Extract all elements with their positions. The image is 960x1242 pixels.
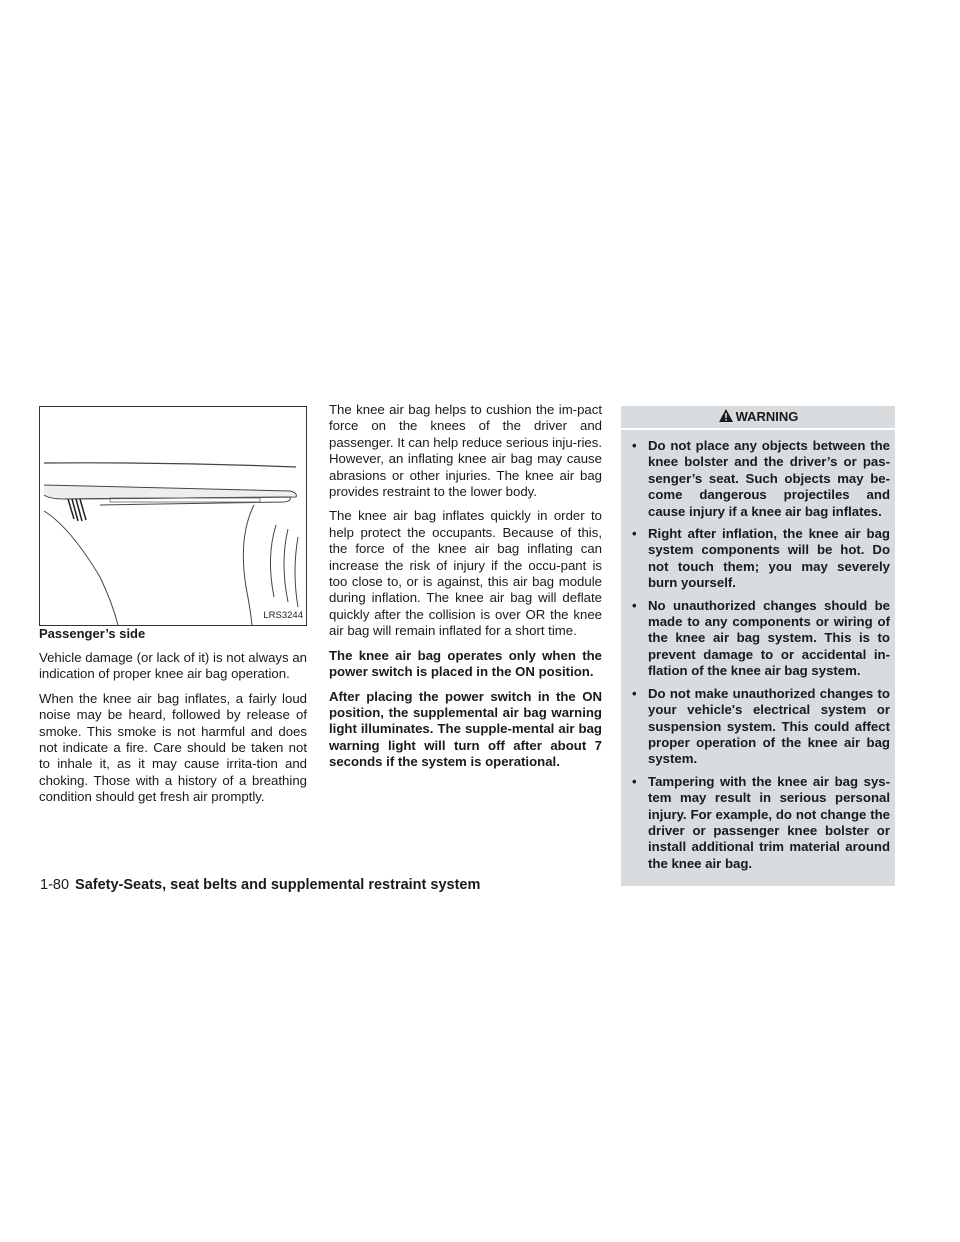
dashboard-illustration — [40, 407, 306, 625]
paragraph: The knee air bag inflates quickly in order to help protect the occupants. Because of this, the force of the knee air bag inflating can increase the risk of injury if the occu-pant is too close to, or is against, this air bag module during inflation. The knee air bag will deflate quickly after the collision is over OR the knee air bag will remain inflated for a short time. — [329, 508, 602, 639]
figure-caption: Passenger’s side — [39, 626, 146, 641]
figure-id: LRS3244 — [263, 609, 303, 621]
page-footer — [40, 877, 480, 893]
knee-airbag-figure — [39, 406, 307, 626]
warning-item: • Do not place any objects between the knee bolster and the driver’s or pas-senger’s seat. Such objects may be-come dangerous projectiles and cause injury if a knee air bag inflates. — [632, 438, 890, 519]
warning-item: • Do not make unauthorized changes to your vehicle's electrical system or suspension system. This could affect proper operation of the knee air bag system. — [632, 685, 890, 767]
warning-header — [621, 406, 895, 430]
warning-item: • Right after inflation, the knee air bag system components will be hot. Do not touch them; you may severely burn yourself. — [632, 526, 890, 591]
page-number: 1-80 — [40, 877, 70, 893]
paragraph: The knee air bag helps to cushion the im-pact force on the knees of the driver and passenger. It can help reduce serious inju-ries. However, an inflating knee air bag may cause abrasions or other injuries. The knee air bag provides restraint to the lower body. — [329, 402, 602, 500]
left-column — [39, 406, 307, 814]
warning-title: WARNING — [735, 409, 799, 424]
warning-list — [621, 430, 895, 872]
warning-icon — [718, 408, 734, 423]
warning-item: • Tampering with the knee air bag sys-tem may result in serious personal injury. For example, do not change the driver or passenger knee bolster or install additional trim material around the knee air bag. — [632, 773, 890, 871]
section-title: Safety-Seats, seat belts and supplemental restraint system — [75, 877, 481, 893]
warning-box — [621, 406, 895, 886]
paragraph: When the knee air bag inflates, a fairly loud noise may be heard, followed by release of smoke. This smoke is not harmful and does not indicate a fire. Care should be taken not to inhale it, as it may cause irrita-tion and choking. Those with a history of a breathing condition should get fresh air promptly. — [39, 690, 307, 805]
paragraph-bold: The knee air bag operates only when the power switch is placed in the ON position. — [329, 647, 602, 680]
paragraph-bold: After placing the power switch in the ON position, the supplemental air bag warning light illuminates. The supple-mental air bag warning light will turn off after about 7 seconds if the system is operational. — [329, 688, 602, 770]
warning-item: • No unauthorized changes should be made to any components or wiring of the knee air bag system. This is to prevent damage to or accidental in-flation of the knee air bag system. — [632, 597, 890, 679]
middle-column — [329, 402, 602, 779]
paragraph: Vehicle damage (or lack of it) is not always an indication of proper knee air bag operation. — [39, 650, 307, 682]
